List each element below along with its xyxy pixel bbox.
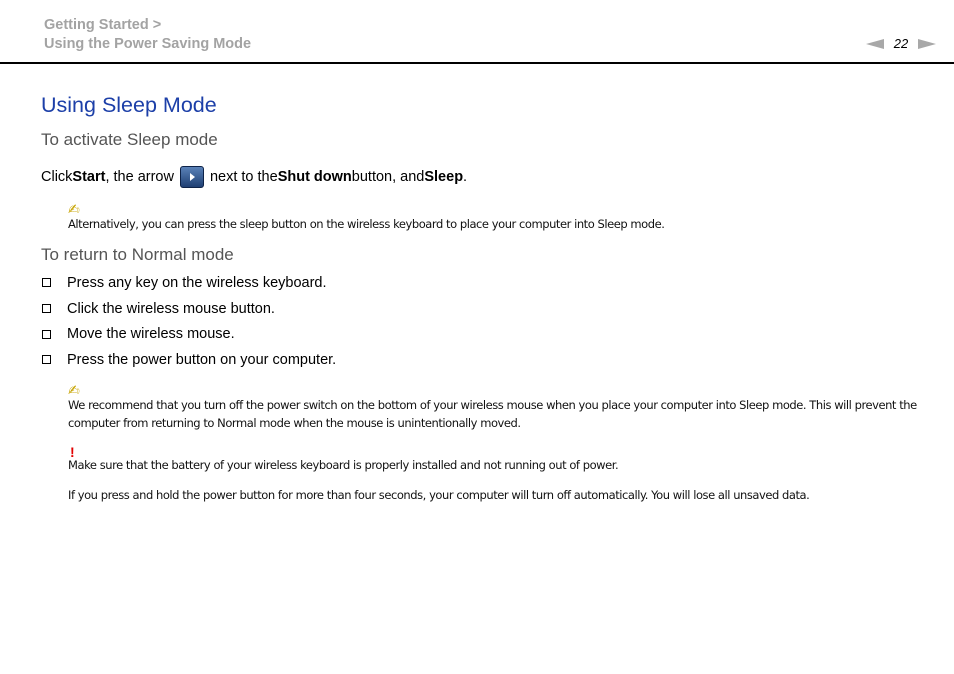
note-alternative: Alternatively, you can press the sleep button on the wireless keyboard to place your computer into Sleep mode. xyxy=(68,217,665,231)
instruction-text: button, and xyxy=(351,169,425,185)
previous-page-icon[interactable] xyxy=(866,39,884,49)
instruction-text: Click xyxy=(41,169,73,185)
checkbox-bullet-icon xyxy=(42,330,51,339)
list-item xyxy=(41,347,336,373)
header-divider xyxy=(0,62,954,64)
shut-down-label: Shut down xyxy=(277,169,352,185)
list-item-text: Click the wireless mouse button. xyxy=(67,300,275,317)
section-heading-activate: To activate Sleep mode xyxy=(41,130,218,149)
start-label: Start xyxy=(72,169,106,185)
list-item xyxy=(41,321,336,347)
page-title: Using Sleep Mode xyxy=(41,93,217,117)
instruction-text: next to the xyxy=(209,169,278,185)
section-heading-return: To return to Normal mode xyxy=(41,245,234,264)
exclamation-icon: ! xyxy=(70,444,75,460)
pencil-note-icon: ✍ xyxy=(68,201,80,217)
instruction-text: , the arrow xyxy=(105,169,174,185)
list-item-text: Press the power button on your computer. xyxy=(67,351,337,368)
start-menu-arrow-icon xyxy=(180,166,204,188)
return-steps-list xyxy=(41,270,336,373)
instruction-text: . xyxy=(463,169,468,185)
checkbox-bullet-icon xyxy=(42,304,51,313)
pencil-note-icon: ✍ xyxy=(68,382,80,398)
note-mouse-switch: We recommend that you turn off the power switch on the bottom of your wireless mouse when you place your computer into Sleep mode. This will prevent the computer from returning to Normal mode when the mouse is unintentionally moved. xyxy=(68,398,917,430)
instruction-line xyxy=(41,166,467,188)
page-navigator xyxy=(866,36,936,51)
list-item-text: Move the wireless mouse. xyxy=(67,326,235,343)
sleep-label: Sleep xyxy=(424,169,464,185)
page-number: 22 xyxy=(893,36,909,51)
warning-power-button: If you press and hold the power button for more than four seconds, your computer will turn off automatically. You will lose all unsaved data. xyxy=(68,488,810,502)
checkbox-bullet-icon xyxy=(42,278,51,287)
breadcrumb xyxy=(44,16,251,54)
breadcrumb-parent[interactable]: Getting Started > xyxy=(44,17,162,33)
list-item xyxy=(41,270,336,296)
checkbox-bullet-icon xyxy=(42,355,51,364)
next-page-icon[interactable] xyxy=(918,39,936,49)
list-item-text: Press any key on the wireless keyboard. xyxy=(67,274,327,291)
list-item xyxy=(41,296,336,322)
breadcrumb-current[interactable]: Using the Power Saving Mode xyxy=(44,36,252,52)
warning-battery: Make sure that the battery of your wireless keyboard is properly installed and not running out of power. xyxy=(68,458,619,472)
